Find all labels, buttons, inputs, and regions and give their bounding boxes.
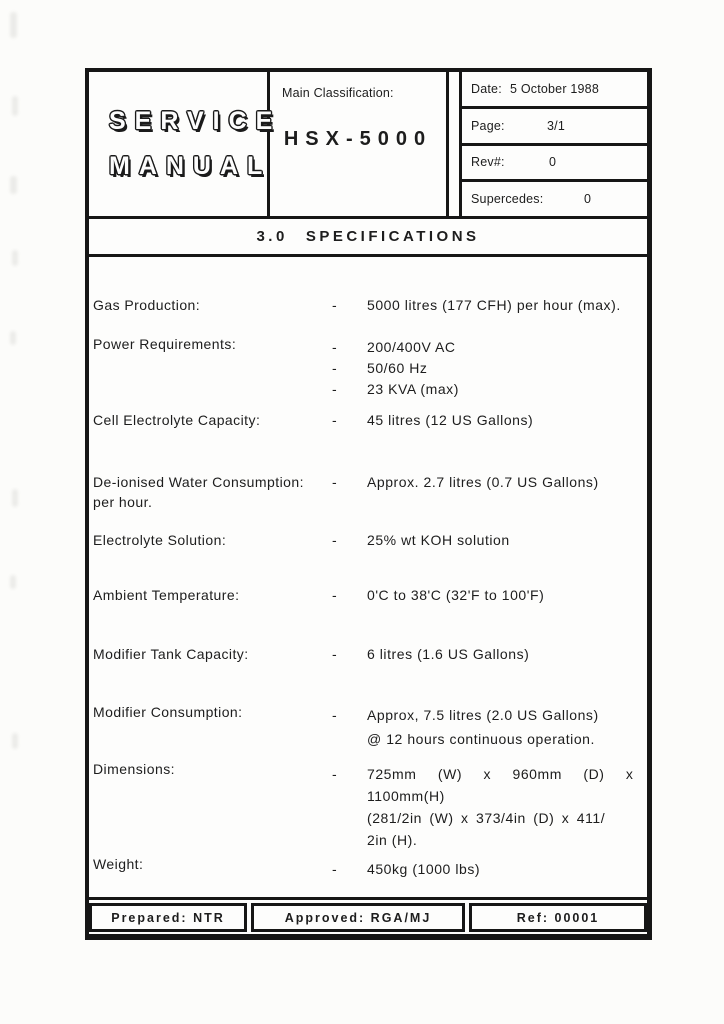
spec-label: Ambient Temperature: [93, 587, 240, 603]
spec-value: 23 KVA (max) [367, 381, 459, 397]
supercedes-label: Supercedes: [471, 192, 544, 207]
supercedes-value: 0 [584, 192, 592, 207]
footer-ref: Ref: 00001 [469, 903, 647, 932]
spec-dash [332, 807, 367, 829]
date-value: 5 October 1988 [510, 81, 599, 96]
spec-label: Electrolyte Solution: [93, 532, 227, 548]
footer-row [89, 897, 647, 934]
scan-smudge [10, 12, 17, 38]
spec-label [93, 472, 331, 512]
spec-label: Cell Electrolyte Capacity: [93, 412, 261, 428]
spec-dash [332, 785, 367, 807]
spec-value: 25% wt KOH solution [367, 532, 510, 548]
classification-label: Main Classification: [282, 86, 394, 100]
spec-value: 1100mm(H) [367, 788, 445, 804]
spec-label: Weight: [93, 856, 144, 872]
spec-dash: - [332, 861, 338, 877]
spec-value: 50/60 Hz [367, 360, 428, 376]
spec-dash: - [332, 381, 338, 397]
spec-dash [332, 727, 367, 751]
manual-title-line1: SERVICE [109, 107, 282, 135]
spec-value: Approx. 2.7 litres (0.7 US Gallons) [367, 474, 599, 490]
spec-value: @ 12 hours continuous operation. [367, 731, 595, 747]
date-label: Date: [471, 81, 502, 96]
meta-row-supercedes [462, 182, 647, 216]
model-number: HSX-5000 [283, 128, 433, 150]
spec-value: 725mm (W) x 960mm (D) x [367, 766, 634, 782]
spec-dash: - [332, 766, 338, 782]
spec-dash: - [332, 474, 338, 490]
scan-smudge [12, 96, 18, 116]
spec-dash: - [332, 532, 338, 548]
spec-dash: - [332, 587, 338, 603]
rev-value: 0 [549, 155, 557, 170]
spec-value: 200/400V AC [367, 339, 456, 355]
document-frame [85, 68, 652, 940]
manual-title-cell [89, 72, 282, 216]
section-title-bar [89, 219, 647, 257]
page-value: 3/1 [547, 118, 565, 133]
scan-smudge [12, 489, 18, 507]
spec-label-line1: De-ionised Water Consumption: [93, 474, 304, 490]
spec-label: Power Requirements: [93, 336, 237, 352]
scan-smudge [12, 733, 18, 749]
spec-value: 5000 litres (177 CFH) per hour (max). [367, 297, 621, 313]
meta-cell [449, 72, 647, 216]
rev-label: Rev#: [471, 155, 505, 170]
spec-value: 0'C to 38'C (32'F to 100'F) [367, 587, 545, 603]
spec-label: Gas Production: [93, 297, 201, 313]
spec-value: 2in (H). [367, 832, 418, 848]
spec-value: (281/2in (W) x 373/4in (D) x 411/ [367, 810, 606, 826]
spec-dash: - [332, 707, 338, 723]
page-label: Page: [471, 118, 505, 133]
spec-dash: - [332, 339, 338, 355]
spec-dash: - [332, 646, 338, 662]
spec-value: Approx, 7.5 litres (2.0 US Gallons) [367, 707, 599, 723]
meta-row-page [462, 109, 647, 146]
scan-smudge [10, 331, 16, 345]
meta-table [459, 72, 647, 216]
section-title: SPECIFICATIONS [305, 228, 480, 245]
title-block [89, 72, 647, 219]
spec-value: 6 litres (1.6 US Gallons) [367, 646, 530, 662]
spec-label-line2: per hour. [93, 494, 153, 510]
spec-dash: - [332, 297, 338, 313]
section-number: 3.0 [256, 228, 288, 245]
specifications-body [89, 257, 647, 897]
scan-smudge [10, 575, 16, 589]
classification-cell [270, 72, 449, 216]
spec-dash: - [332, 360, 338, 376]
spec-value: 450kg (1000 lbs) [367, 861, 481, 877]
manual-title-line2: MANUAL [109, 152, 272, 180]
spec-dash: - [332, 412, 338, 428]
spec-dash [332, 829, 367, 851]
spec-label: Dimensions: [93, 761, 175, 777]
meta-row-rev [462, 146, 647, 183]
scan-smudge [12, 250, 18, 266]
footer-approved: Approved: RGA/MJ [251, 903, 465, 932]
spec-value: 45 litres (12 US Gallons) [367, 412, 534, 428]
footer-prepared: Prepared: NTR [89, 903, 247, 932]
scan-smudge [10, 176, 17, 194]
meta-row-date [462, 72, 647, 109]
spec-label: Modifier Tank Capacity: [93, 646, 249, 662]
spec-label: Modifier Consumption: [93, 704, 243, 720]
